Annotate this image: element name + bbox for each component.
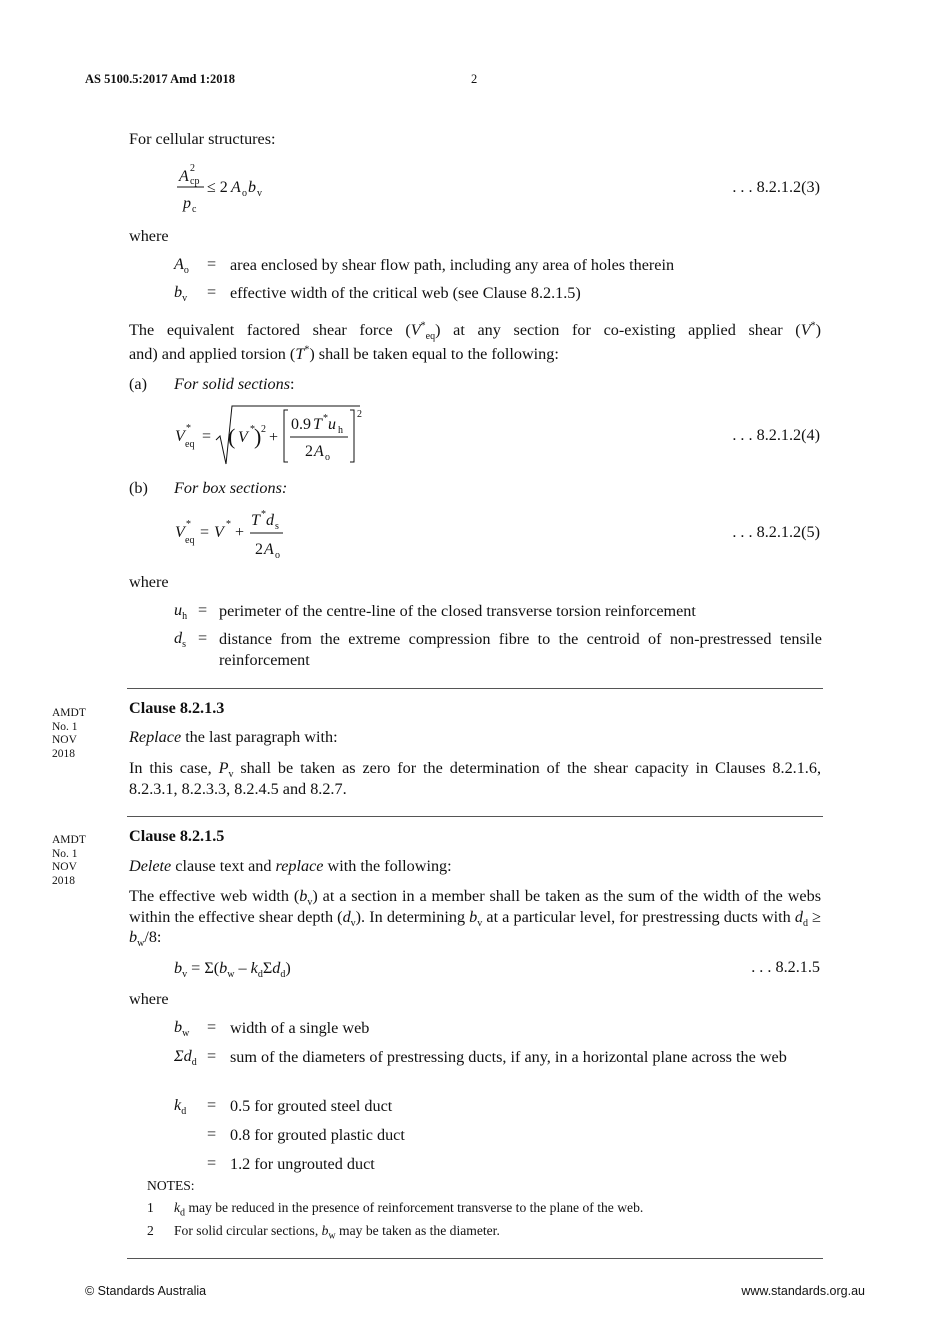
def-symbol-bw: $b_w$: [174, 1018, 190, 1040]
svg-text:2: 2: [305, 443, 313, 460]
def-equals: =: [207, 1047, 217, 1065]
def-text-kd-1: 0.5 for grouted steel duct: [230, 1097, 393, 1115]
svg-text:0.9: 0.9: [291, 416, 311, 433]
svg-text:*: *: [186, 519, 191, 530]
svg-text:*: *: [186, 423, 191, 434]
def-equals: =: [207, 1096, 217, 1114]
def-equals: =: [198, 629, 208, 647]
svg-text:A: A: [179, 168, 189, 185]
svg-text:A: A: [231, 179, 241, 196]
footer-divider: [127, 1258, 823, 1259]
svg-text:≤ 2: ≤ 2: [207, 179, 228, 196]
svg-text:c: c: [192, 204, 197, 214]
def-symbol-kd: $k_d$: [174, 1096, 187, 1118]
def-equals: =: [207, 1018, 217, 1036]
def-text-bw: width of a single web: [230, 1019, 370, 1037]
svg-text:o: o: [275, 550, 280, 561]
equation-number-8215: . . . 8.2.1.5: [751, 958, 820, 976]
note-2-text: For solid circular sections, $b_w$ may be taken as the diameter.: [174, 1223, 500, 1242]
def-symbol-ds: $d_s$: [174, 629, 186, 651]
svg-text:T: T: [251, 512, 260, 529]
svg-text:2: 2: [357, 409, 362, 420]
header-standard: AS 5100.5:2017 Amd 1:2018: [85, 72, 236, 86]
clause-8215-title: Clause 8.2.1.5: [129, 827, 225, 845]
svg-text:h: h: [338, 425, 343, 436]
def-equals: =: [207, 283, 217, 301]
page-number: 2: [471, 72, 478, 86]
item-b-label: (b): [129, 479, 148, 497]
clause-8213-text: In this case, $P_v$ shall be taken as zero for the determination of the shear capacity in Clauses 8.2.1.6, 8.2.3.1, 8.2.3.3, 8.2.4.5 and 8.2.7.: [129, 759, 821, 798]
svg-text:V: V: [214, 524, 224, 541]
equation-8-2-1-2-4: [170, 402, 380, 472]
svg-text:A: A: [314, 443, 324, 460]
svg-text:(: (: [228, 424, 236, 449]
def-equals: =: [198, 601, 208, 619]
amendment-note-1: AMDT No. 1 NOV 2018: [52, 707, 86, 761]
svg-text:o: o: [242, 188, 247, 199]
svg-text:2: 2: [255, 541, 263, 558]
clause-8215-paragraph: The effective web width $(b_v)$ at a section in a member shall be taken as the sum of the width of the webs within the effective shear depth $(d_v)$. In determining $b_v$ at a particular level, for prestressing ducts with $d_d \ge b_w/8$:: [129, 887, 822, 950]
svg-text:d: d: [266, 512, 274, 529]
clause-8215-instruction: Delete clause text and replace with the following:: [129, 857, 452, 875]
item-a-label: (a): [129, 375, 147, 393]
equivalent-shear-paragraph: The equivalent factored shear force $(V^*_{eq})$ at any section for co-existing applied shear (V*): [129, 320, 821, 343]
svg-text:p: p: [183, 195, 191, 212]
equation-8-2-1-2-3: [170, 158, 290, 214]
def-text-uh: perimeter of the centre-line of the closed transverse torsion reinforcement: [219, 602, 696, 620]
svg-text:T: T: [313, 416, 322, 433]
svg-text:eq: eq: [185, 535, 195, 546]
equation-number-3: . . . 8.2.1.2(3): [732, 178, 820, 196]
svg-text:V: V: [238, 429, 248, 446]
svg-text:=: =: [202, 428, 212, 445]
notes-heading: NOTES:: [147, 1178, 195, 1193]
def-text-ds: distance from the extreme compression fibre to the centroid of non-prestressed tensile reinforcement: [219, 630, 822, 669]
where-label-2: where: [129, 573, 169, 591]
svg-text:u: u: [328, 416, 336, 433]
def-text-sum-dd: sum of the diameters of prestressing ducts, if any, in a horizontal plane across the web: [230, 1048, 787, 1066]
amendment-note-2: AMDT No. 1 NOV 2018: [52, 834, 86, 888]
note-1-number: 1: [147, 1200, 154, 1215]
def-symbol-uh: $u_h$: [174, 601, 188, 623]
divider: [127, 816, 823, 817]
def-symbol-sum-dd: $\Sigma d_d$: [174, 1047, 197, 1069]
def-equals: =: [207, 1154, 217, 1172]
svg-text:*: *: [261, 509, 266, 520]
def-symbol-bv: $b_v$: [174, 283, 188, 305]
svg-text:2: 2: [190, 163, 195, 174]
svg-text:v: v: [257, 188, 262, 199]
clause-8213-title: Clause 8.2.1.3: [129, 699, 225, 717]
footer-website[interactable]: www.standards.org.au: [741, 1284, 865, 1298]
svg-text:2: 2: [261, 424, 266, 435]
item-b-text: For box sections:: [174, 479, 288, 497]
svg-text:): ): [254, 424, 262, 449]
svg-text:b: b: [248, 179, 256, 196]
clause-8213-instruction: Replace the last paragraph with:: [129, 728, 338, 746]
def-text-ao: area enclosed by shear flow path, including any area of holes therein: [230, 256, 675, 274]
svg-text:eq: eq: [185, 439, 195, 450]
item-a-text: For solid sections:: [174, 375, 295, 393]
svg-text:*: *: [323, 413, 328, 424]
def-equals: =: [207, 1125, 217, 1143]
svg-text:s: s: [275, 521, 279, 532]
where-label-1: where: [129, 227, 169, 245]
equation-number-4: . . . 8.2.1.2(4): [732, 426, 820, 444]
note-2-number: 2: [147, 1223, 154, 1238]
svg-text:+: +: [235, 524, 245, 541]
def-equals: =: [207, 255, 217, 273]
cellular-label: For cellular structures:: [129, 130, 276, 148]
def-text-kd-3: 1.2 for ungrouted duct: [230, 1155, 375, 1173]
footer-copyright: © Standards Australia: [85, 1284, 207, 1298]
svg-text:cp: cp: [190, 176, 200, 187]
svg-text:=: =: [200, 524, 210, 541]
svg-text:*: *: [250, 424, 255, 435]
equation-number-5: . . . 8.2.1.2(5): [732, 523, 820, 541]
note-1-text: $k_d$ may be reduced in the presence of reinforcement transverse to the plane of the web.: [174, 1200, 644, 1219]
svg-text:*: *: [226, 519, 231, 530]
def-text-bv: effective width of the critical web (see Clause 8.2.1.5): [230, 284, 581, 302]
svg-text:A: A: [264, 541, 274, 558]
def-text-kd-2: 0.8 for grouted plastic duct: [230, 1126, 405, 1144]
equation-8-2-1-2-5: [170, 506, 300, 562]
def-symbol-ao: $A_o$: [174, 255, 189, 277]
svg-text:V: V: [175, 524, 185, 541]
where-label-3: where: [129, 990, 169, 1008]
svg-text:V: V: [175, 428, 185, 445]
svg-text:o: o: [325, 452, 330, 463]
equation-8-2-1-5: $b_v = \Sigma(b_w - k_d\Sigma d_d)$: [174, 959, 291, 981]
svg-text:+: +: [269, 429, 279, 446]
divider: [127, 688, 823, 689]
equivalent-shear-paragraph-cont: and) and applied torsion (T*) shall be taken equal to the following:: [129, 344, 559, 363]
